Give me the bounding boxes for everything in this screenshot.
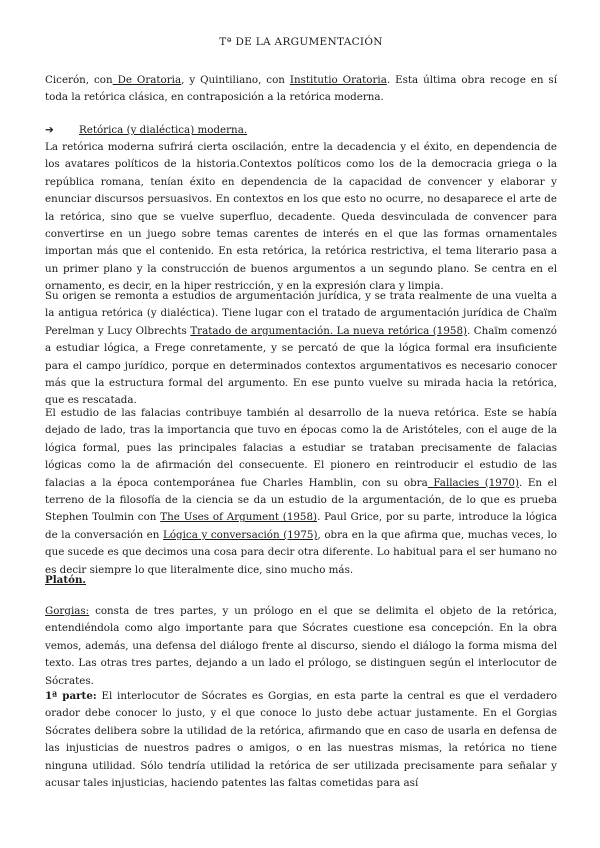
book-title-tratado: Tratado de argumentación. La nueva retórica (1958) [190,324,468,337]
intro-text: , y Quintiliano, con [181,74,290,86]
page-title: Tª DE LA ARGUMENTACIÓN [219,36,383,48]
book-title-fallacies: Fallacies (1970) [427,476,519,489]
paragraph-text: El estudio de las falacias contribuye también al desarrollo de la nueva retórica. Este se había dejado de lado, tras la importancia que tuvo en épocas como la de Aristóteles, con el auge de la lógica formal, pues las principales falacias a estudiar se trataban precisamente de falacias lógicas como la de afirmación del consecuente. El pionero en reintroducir el estudio de las falacias a la época contemporánea fue Charles Hamblin, con su obra [45,407,557,489]
paragraph-text: . En el terreno de la filosofía de la ciencia se da un estudio de la argumentación, de lo que es prueba Stephen Toulmin con [45,476,557,524]
book-title-logica-conversacion: Lógica y conversación (1975) [163,528,318,541]
paragraph-text: La retórica moderna sufrirá cierta oscilación, entre la decadencia y el éxito, en dependencia de los avatares políticos de la historia.Contextos políticos como los de la democracia griega o la república romana, tenían éxito en dependencia de la capacidad de convencer y elaborar y enunciar discursos persuasivos. En contextos en los que esto no ocurre, no desaparece el arte de la retórica, sino que se vuelve superfluo, decadente. Queda desvinculada de convencer para convertirse en un juego sobre temas carentes de interés en el que las formas ornamentales importan más que el contenido. En esta retórica, la retórica restrictiva, el tema literario pasa a un primer plano y la construcción de buenos argumentos a un segundo plano. Se centra en el ornamento, es decir, en la hiper restricción, y en la expresión clara y limpia. [45,141,557,293]
paragraph-origen [45,288,557,410]
paragraph-text: El interlocutor de Sócrates es Gorgias, en esta parte la central es que el verdadero orador debe conocer lo justo, y el que conoce lo justo debe actuar justamente. En el Gorgias Sócrates delibera sobre la utilidad de la retórica, afirmando que en caso de usarla en defensa de las injusticias de nuestros padres o amigos, o en las nuestras mismas, la retórica no tiene ninguna utilidad. Sólo tendría utilidad la retórica de ser utilizada precisamente para señalar y acusar tales injusticias, haciendo patentes las faltas cometidas para así [45,690,557,790]
intro-paragraph [45,72,557,107]
intro-text: Cicerón, con [45,74,113,86]
paragraph-text: , obra en la que afirma que, muchas veces, lo que sucede es que decimos una cosa para decir otra diferente. Lo habitual para el ser humano no es decir siempre lo que literalmente dice, sino mucho más. [45,528,557,576]
section-heading-platon [45,572,557,589]
paragraph-primera-parte [45,688,557,792]
section-heading-text: Platón. [45,574,87,586]
paragraph-gorgias [45,603,557,690]
section-heading-retorica-moderna [45,122,557,139]
arrow-icon: ➔ [45,124,54,136]
part1-label: 1ª parte: [45,690,97,702]
intro-text: . Esta última obra recoge en sí toda la retórica clásica, en contraposición a la retórica moderna. [45,74,558,104]
gorgias-label: Gorgias: [45,605,90,617]
paragraph-falacias [45,405,557,579]
paragraph-text: . Paul Grice, por su parte, introduce la lógica de la conversación en [45,511,557,541]
section-heading-text: Retórica (y dialéctica) moderna. [79,124,248,136]
paragraph-text: . Chaïm comenzó a estudiar lógica, a Frege conretamente, y se percató de que la lógica formal era insuficiente para el campo jurídico, porque en determinados contextos argumentativos es necesario conocer más que la estructura formal del argumento. En ese punto vuelve su mirada hacia la retórica, que es rescatada. [45,324,558,407]
paragraph-text: Su origen se remonta a estudios de argumentación jurídica, y se trata realmente de una vuelta a la antigua retórica (y dialéctica). Tiene lugar con el tratado de argumentación jurídica de Chaïm Perelman y Lucy Olbrechts [45,290,557,337]
book-title-de-oratoria: De Oratoria [112,74,182,86]
book-title-institutio-oratoria: Institutio Oratoria [289,74,387,86]
paragraph-text: consta de tres partes, y un prólogo en el que se delimita el objeto de la retórica, entendiéndola como algo importante para que Sócrates cuestione esa concepción. En la obra vemos, además, una defensa del diálogo frente al discurso, siendo el diálogo la forma misma del texto. Las otras tres partes, dejando a un lado el prólogo, se distinguen según el interlocutor de Sócrates. [45,605,557,687]
book-title-uses-of-argument: The Uses of Argument (1958) [160,511,318,524]
paragraph-retorica-moderna [45,139,557,296]
